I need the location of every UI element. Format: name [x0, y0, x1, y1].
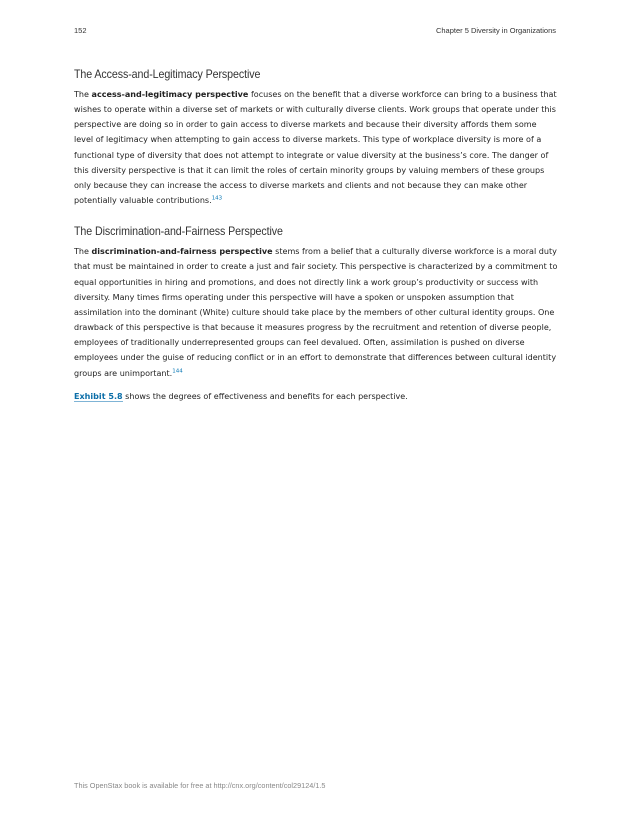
footnote-ref-143[interactable]: 143 — [211, 195, 223, 202]
paragraph-discrimination-fairness: The discrimination-and-fairness perspective stems from a belief that a culturally diverse workforce is a moral duty that must be maintained in order to create a just and fair society. This perspective is characterized by a commitment to equal opportunities in hiring and promotions, and does not directly link a work group’s productivity or success with diversity. Many times firms operating under this perspective will have a spoken or unspoken assumption that assimilation into the dominant (White) culture should take place by the members of other cultural identity groups. One drawback of this perspective is that because it measures progress by the recruitment and retention of diverse people, employees of traditionally underrepresented groups can feel devalued. Often, assimilation is pushed on diverse employees under the guise of reducing conflict or in an effort to demonstrate that differences between cultural identity groups are unimportant.$^{144}$ — [74, 247, 558, 378]
paragraph-exhibit-reference: Exhibit 5.8 shows the degrees of effectiveness and benefits for each perspective. — [74, 391, 408, 401]
page-content — [74, 68, 558, 412]
key-term-discrimination-fairness: discrimination-and-fairness perspective — [91, 247, 273, 257]
page-number: 152 — [74, 26, 87, 35]
section-heading-discrimination-fairness: The Discrimination-and-Fairness Perspective — [74, 225, 283, 239]
paragraph-access-legitimacy: The access-and-legitimacy perspective focuses on the benefit that a diverse workforce can bring to a business that wishes to operate within a diverse set of markets or with culturally diverse clients. Work groups that operate under this perspective are doing so in order to gain access to diverse markets and because their diversity affords them some level of legitimacy when attempting to gain access to diverse markets. This type of workplace diversity is more of a functional type of diversity that does not attempt to integrate or value diversity at the business’s core. The danger of this diversity perspective is that it can limit the roles of certain minority groups by valuing members of these groups only because they can increase the access to diverse markets and clients and not because they can make other potentially valuable contributions.$^{143}$ — [74, 90, 557, 206]
chapter-title: Chapter 5 Diversity in Organizations — [435, 26, 556, 35]
footnote-ref-144[interactable]: 144 — [172, 367, 183, 374]
running-header — [74, 26, 556, 35]
page-footer: This OpenStax book is available for free at http://cnx.org/content/col29124/1.5 — [74, 781, 326, 790]
section-heading-access-legitimacy: The Access-and-Legitimacy Perspective — [74, 68, 261, 81]
key-term-access-legitimacy: access-and-legitimacy perspective — [91, 90, 249, 99]
exhibit-5-8-link[interactable]: Exhibit 5.8 — [74, 391, 123, 401]
